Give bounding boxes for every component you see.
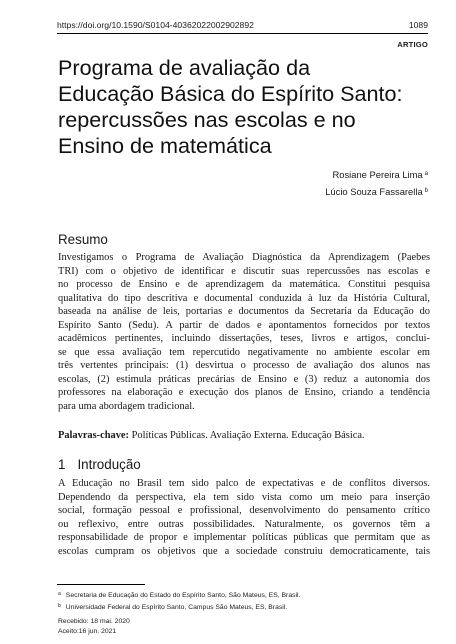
abstract-line: no processo de Ensino e de aprendizagem da matemática. Constitui pesquisa — [58, 279, 430, 290]
author-list — [325, 166, 428, 200]
author-name: Lúcio Souza Fassarella — [325, 186, 423, 197]
abstract-line: Espírito Santo (Sedu). A partir de dados e apontamentos fornecidos por textos — [58, 319, 430, 331]
footnote-mark: b — [58, 603, 61, 609]
abstract-line: três vertentes principais: (1) desvirtua o processo de avaliação dos alunos nas — [58, 360, 430, 371]
title-line: Programa de avaliação da — [58, 55, 311, 80]
received-date: Recebido: 18 mai. 2020 — [58, 618, 130, 625]
keywords — [58, 430, 365, 441]
header-rule — [57, 33, 428, 34]
author — [325, 166, 428, 183]
footnote-rule — [57, 584, 145, 585]
author-name: Rosiane Pereira Lima — [332, 169, 423, 180]
footnotes — [58, 589, 300, 613]
title-line: Educação Básica do Espírito Santo: — [58, 81, 403, 106]
abstract-line: qualitativa do tipo descritiva e documental conduzida à luz da História Cultural, — [58, 292, 430, 304]
abstract-line: Investigamos o Programa de Avaliação Diagnóstica da Aprendizagem (Paebes — [58, 252, 430, 263]
abstract-line: escolas, (2) estimula práticas precárias de Ensino e (3) reduz a autonomia dos — [58, 373, 430, 385]
body-line: ou reflexivo, entre outras possibilidades. Naturalmente, os governos têm a — [58, 518, 430, 530]
title-line: repercussões nas escolas e no — [58, 107, 356, 132]
abstract-heading: Resumo — [58, 232, 108, 247]
body-line: A Educação no Brasil tem sido palco de expectativas e de conflitos diversos. — [58, 478, 430, 489]
abstract-line: TRI) com o objetivo de identificar e discutir suas repercussões nas escolas e — [58, 265, 430, 277]
section-title: Introdução — [77, 457, 141, 472]
author-affiliation-mark: a — [424, 171, 428, 177]
abstract-line: acadêmicos pertinentes, incluindo dissertações, teses, livros e artigos, conclui- — [58, 333, 430, 344]
body-line: escolas cumpram os objetivos que a sociedade construiu democraticamente, tais — [58, 545, 430, 557]
abstract-line: baseada na análise de leis, portarias e documentos da Secretaria da Educação do — [58, 306, 430, 317]
submission-dates — [58, 617, 130, 637]
abstract-body — [58, 251, 430, 413]
abstract-line: professores na elaboração e execução dos planos de Ensino, criando a tendência — [58, 387, 430, 398]
page-number: 1089 — [408, 20, 428, 30]
abstract-line: para uma abordagem tradicional. — [58, 400, 195, 412]
keywords-text: Políticas Públicas. Avaliação Externa. Educação Básica. — [131, 430, 365, 441]
author-affiliation-mark: b — [424, 188, 428, 194]
footnote — [58, 601, 300, 613]
abstract-line: se que essa avaliação tem repercutido negativamente no ambiente escolar em — [58, 346, 430, 358]
footnote-mark: a — [58, 591, 61, 597]
body-line: social, formação pessoal e profissional, desenvolvimento do pensamento crítico — [58, 505, 430, 516]
author — [325, 183, 428, 200]
section-number: 1 — [58, 457, 66, 472]
section-heading-introduction — [58, 457, 141, 472]
article-title — [58, 55, 418, 159]
body-line: responsabilidade de propor e implementar políticas públicas que permitam que as — [58, 532, 430, 543]
keywords-label: Palavras-chave: — [58, 430, 129, 441]
footnote — [58, 589, 300, 601]
footnote-text: Universidade Federal do Espírito Santo, Campus São Mateus, ES, Brasil. — [65, 604, 288, 611]
article-type-label: ARTIGO — [397, 40, 428, 49]
footnote-text: Secretaria de Educação do Estado do Espírito Santo, São Mateus, ES, Brasil. — [65, 592, 301, 599]
doi-link[interactable]: https://doi.org/10.1590/S0104-40362022002902892 — [57, 20, 254, 30]
introduction-body — [58, 477, 430, 558]
accepted-date: Aceito:16 jun. 2021 — [58, 628, 117, 635]
title-line: Ensino de matemática — [58, 133, 272, 158]
body-line: Dependendo da perspectiva, ela tem sido vista como um meio para inserção — [58, 491, 430, 503]
